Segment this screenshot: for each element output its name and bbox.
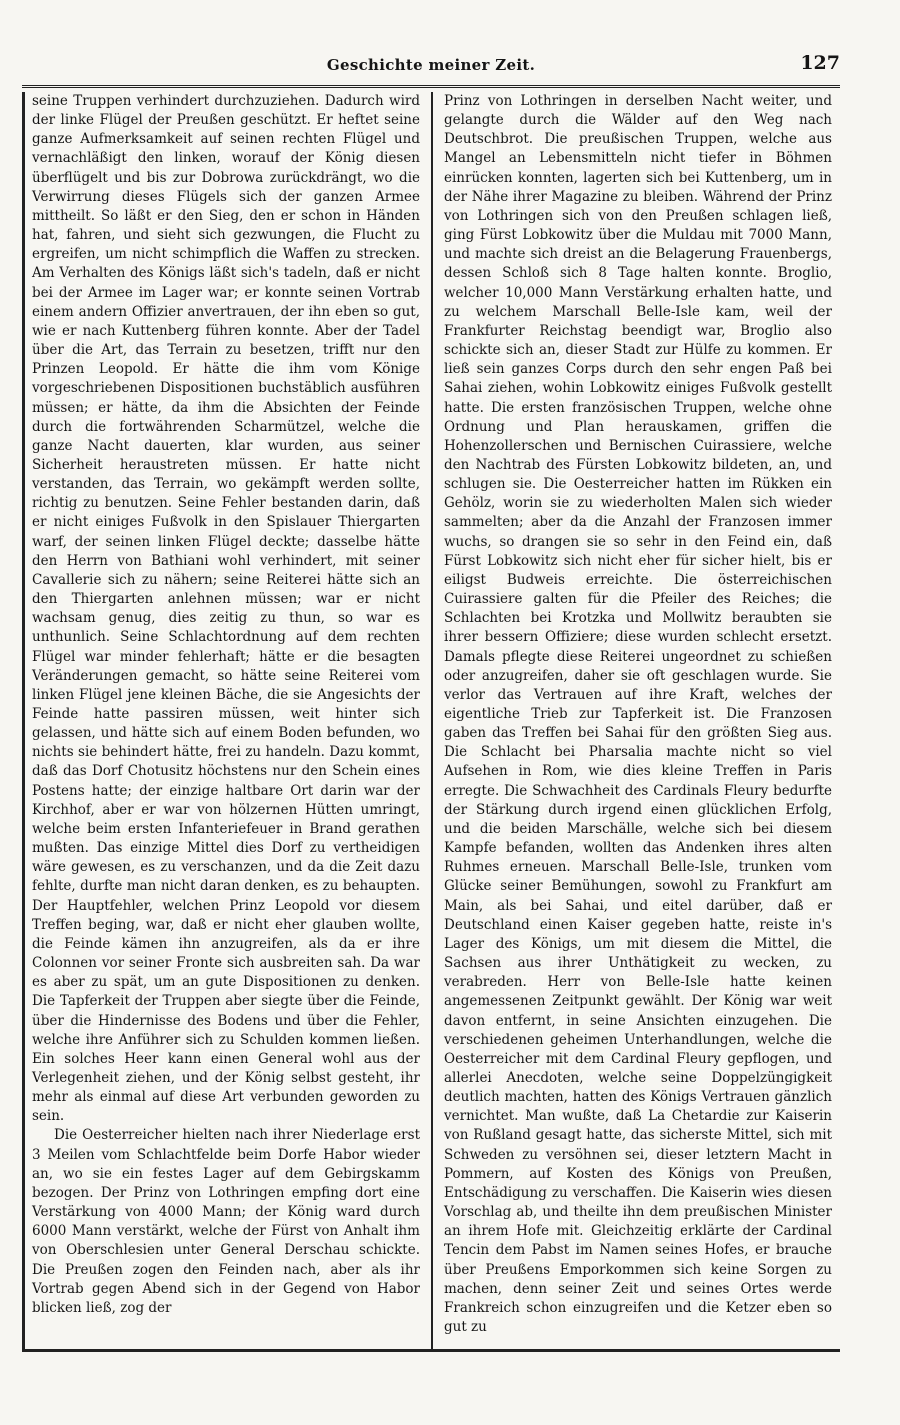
left-paragraph-2: Die Oesterreicher hielten nach ihrer Niederlage erst 3 Meilen vom Schlachtfelde beim Dorfe Habor wieder an, wo sie ein festes Lager auf dem Gebirgskamm bezogen. Der Prinz von Lothringen empfing dort eine Verstärkung von 4000 Mann; der König ward durch 6000 Mann verstärkt, welche der Fürst von Anhalt ihm von Oberschlesien unter General Derschau schickte. Die Preußen zogen den Feinden nach, aber als ihr Vortrab gegen Abend sich in der Gegend von Habor blicken ließ, zog der xyxy=(32,1127,420,1316)
running-header xyxy=(22,48,840,88)
right-paragraph-1: Prinz von Lothringen in derselben Nacht weiter, und gelangte durch die Wälder auf den Weg nach Deutschbrot. Die preußischen Truppen, welche aus Mangel an Lebensmitteln nicht tiefer in Böhmen einrücken konnten, lagerten sich bei Kuttenberg, um in der Nähe ihrer Magazine zu bleiben. Während der Prinz von Lothringen sich von den Preußen schlagen ließ, ging Fürst Lobkowitz über die Muldau mit 7000 Mann, und machte sich dreist an die Belagerung Frauenbergs, dessen Schloß sich 8 Tage halten konnte. Broglio, welcher 10,000 Mann Verstärkung erhalten hatte, und zu welchem Marschall Belle-Isle kam, weil der Frankfurter Reichstag beendigt war, Broglio also schickte sich an, dieser Stadt zur Hülfe zu kommen. Er ließ sein ganzes Corps durch den sehr engen Paß bei Sahai ziehen, wohin Lobkowitz einiges Fußvolk gestellt hatte. Die ersten französischen Truppen, welche ohne Ordnung und Plan herauskamen, griffen die Hohenzollerschen und Bernischen Cuirassiere, welche den Nachtrab des Fürsten Lobkowitz bildeten, an, und schlugen sie. Die Oesterreicher hatten im Rükken ein Gehölz, worin sie zu wiederholten Malen sich wieder sammelten; aber da die Anzahl der Franzosen immer wuchs, so drangen sie so sehr in den Feind ein, daß Fürst Lobkowitz sich nicht eher für sicher hielt, bis er eiligst Budweis erreichte. Die österreichischen Cuirassiere galten für die Pfeiler des Reiches; die Schlachten bei Krotzka und Mollwitz beraubten sie ihrer bessern Offiziere; diese wurden schlecht ersetzt. Damals pflegte diese Reiterei ungeordnet zu schießen oder anzugreifen, daher sie oft geschlagen wurde. Sie verlor das Vertrauen auf ihre Kraft, welches der eigentliche Trieb zur Tapferkeit ist. Die Franzosen gaben das Treffen bei Sahai für den größten Sieg aus. Die Schlacht bei Pharsalia machte nicht so viel Aufsehen in Rom, wie dies kleine Treffen in Paris erregte. Die Schwachheit des Cardinals Fleury bedurfte der Stärkung durch irgend einen glücklichen Erfolg, und die beiden Marschälle, welche sich bei diesem Kampfe befanden, wollten das Andenken ihres alten Ruhmes erneuen. Marschall Belle-Isle, trunken vom Glücke seiner Bemühungen, sowohl zu Frankfurt am Main, als bei Sahai, und eitel darüber, daß er Deutschland einen Kaiser gegeben hatte, reiste in's Lager des Königs, um mit diesem die Mittel, die Sachsen aus ihrer Unthätigkeit zu wecken, zu verabreden. Herr von Belle-Isle hatte keinen angemessenen Zeitpunkt gewählt. Der König war weit davon entfernt, in seine Ansichten einzugehen. Die verschiedenen geheimen Unterhandlungen, welche die Oesterreicher mit dem Cardinal Fleury gepflogen, und allerlei Anecdoten, welche seine Doppelzüngigkeit deutlich machten, hatten des Königs Vertrauen gänzlich vernichtet. Man wußte, daß La Chetardie zur Kaiserin von Rußland gesagt hatte, das sicherste Mittel, sich mit Schweden zu versöhnen sei, dieser letztern Macht in Pommern, auf Kosten des Königs von Preußen, Entschädigung zu verschaffen. Die Kaiserin wies diesen Vorschlag ab, und theilte ihn dem preußischen Minister an ihrem Hofe mit. Gleichzeitig erklärte der Cardinal Tencin dem Pabst im Namen seines Hofes, er brauche über Preußens Emporkommen sich keine Sorgen zu machen, denn seiner Zeit und seines Ortes werde Frankreich schon einzugreifen und die Ketzer eben so gut zu xyxy=(444,93,832,1335)
right-column xyxy=(444,92,832,1337)
running-title: Geschichte meiner Zeit. xyxy=(326,56,536,74)
left-column xyxy=(32,92,420,1318)
page-number: 127 xyxy=(800,52,840,74)
column-divider xyxy=(431,92,433,1350)
left-paragraph-1: seine Truppen verhindert durchzuziehen. Dadurch wird der linke Flügel der Preußen geschützt. Er heftet seine ganze Aufmerksamkeit auf seinen rechten Flügel und vernachläßigt den linken, worauf der König diesen überflügelt und bis zur Dobrowa zurückdrängt, wo die Verwirrung dieses Flügels sich der ganzen Armee mittheilt. So läßt er den Sieg, den er schon in Händen hat, fahren, und sieht sich gezwungen, die Flucht zu ergreifen, um nicht schimpflich die Waffen zu strecken. Am Verhalten des Königs läßt sich's tadeln, daß er nicht bei der Armee im Lager war; er konnte seinen Vortrab einem andern Offizier anvertrauen, der ihn eben so gut, wie er nach Kuttenberg führen konnte. Aber der Tadel über die Art, das Terrain zu besetzen, trifft nur den Prinzen Leopold. Er hätte die ihm vom Könige vorgeschriebenen Dispositionen buchstäblich ausführen müssen; er hätte, da ihm die Absichten der Feinde durch die fortwährenden Scharmützel, welche die ganze Nacht dauerten, klar wurden, aus seiner Sicherheit heraustreten müssen. Er hatte nicht verstanden, das Terrain, wo gekämpft werden sollte, richtig zu benutzen. Seine Fehler bestanden darin, daß er nicht einiges Fußvolk in den Spislauer Thiergarten warf, der seinen linken Flügel deckte; dasselbe hätte den Herrn von Bathiani wohl verhindert, mit seiner Cavallerie sich zu nähern; seine Reiterei hätte sich an den Thiergarten anlehnen müssen; war er nicht wachsam genug, dies zeitig zu thun, so war es unthunlich. Seine Schlachtordnung auf dem rechten Flügel war minder fehlerhaft; hätte er die besagten Veränderungen gemacht, so hätte seine Reiterei vom linken Flügel jene kleinen Bäche, die sie Angesichts der Feinde hatte passiren müssen, weit hinter sich gelassen, und hätte sich auf einem Boden befunden, wo nichts sie behindert hätte, frei zu handeln. Dazu kommt, daß das Dorf Chotusitz höchstens nur den Schein eines Postens hatte; der einzige haltbare Ort darin war der Kirchhof, aber er war von hölzernen Hütten umringt, welche beim ersten Infanteriefeuer in Brand gerathen mußten. Das einzige Mittel dies Dorf zu vertheidigen wäre gewesen, es zu verschanzen, und da die Zeit dazu fehlte, durfte man nicht daran denken, es zu behaupten. Der Hauptfehler, welchen Prinz Leopold vor diesem Treffen beging, war, daß er nicht eher glauben wollte, die Feinde kämen ihn anzugreifen, als da er ihre Colonnen vor seiner Fronte sich ausbreiten sah. Da war es aber zu spät, um an gute Dispositionen zu denken. Die Tapferkeit der Truppen aber siegte über die Feinde, über die Hindernisse des Bodens und über die Fehler, welche ihre Anführer sich zu Schulden kommen ließen. Ein solches Heer kann einen General wohl aus der Verlegenheit ziehen, und der König selbst gesteht, ihr mehr als einmal auf diese Art verbunden geworden zu sein. xyxy=(32,93,420,1125)
